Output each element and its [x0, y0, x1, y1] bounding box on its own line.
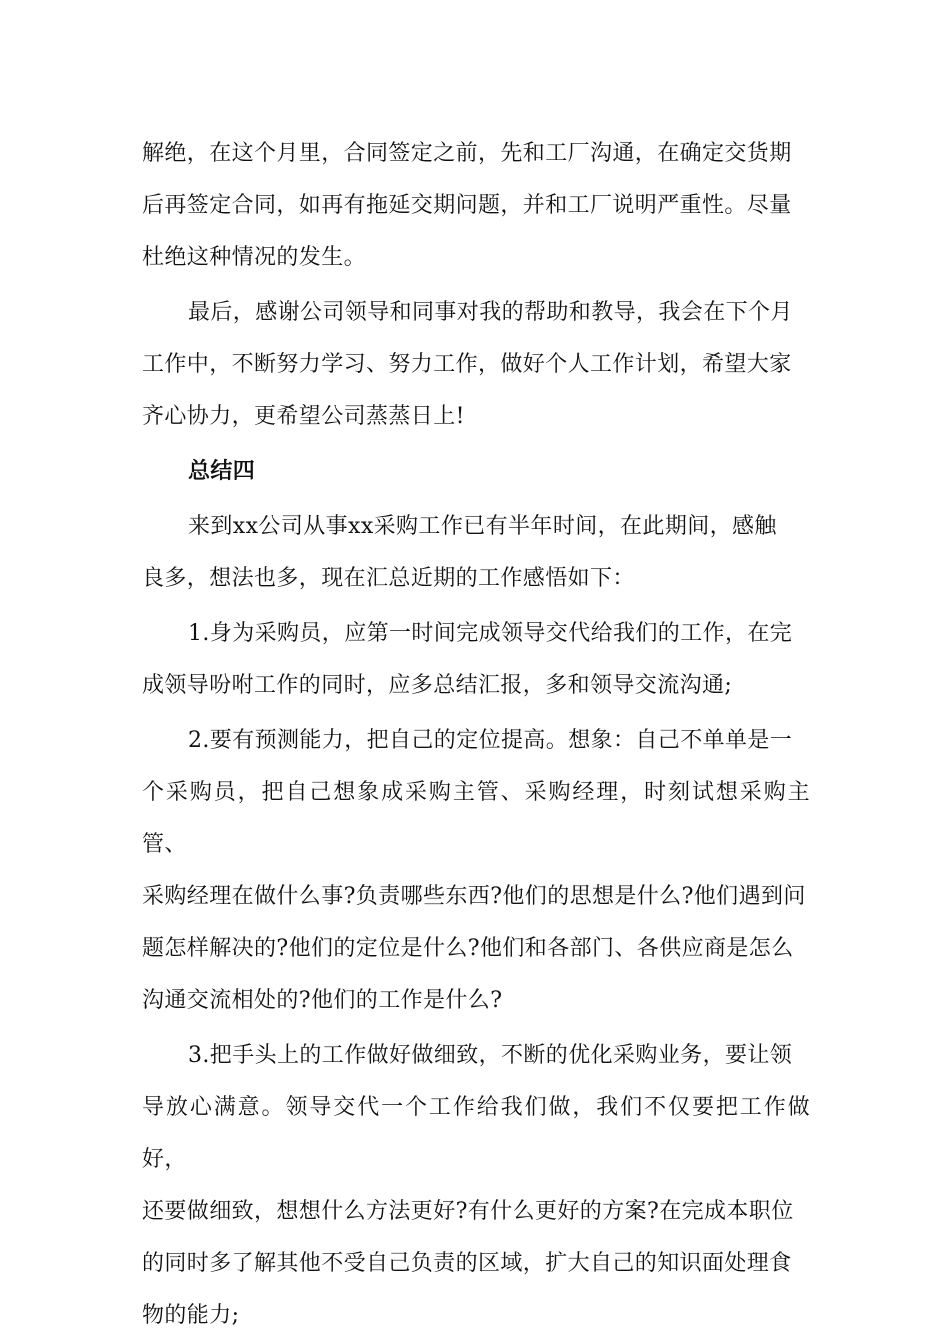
text-line: 3.把手头上的工作做好做细致，不断的优化采购业务，要让领 [188, 1043, 793, 1068]
heading-text: 总结四 [188, 459, 256, 484]
text-line: 齐心协力，更希望公司蒸蒸日上! [142, 404, 465, 429]
paragraph-continuation [142, 128, 810, 284]
text-line: 导放心满意。领导交代一个工作给我们做，我们不仅要把工作做好， [142, 1095, 810, 1172]
text-line: 2.要有预测能力，把自己的定位提高。想象：自己不单单是一 [188, 728, 793, 753]
text-line: 杜绝这种情况的发生。 [142, 245, 367, 270]
text-line: 成领导吩咐工作的同时，应多总结汇报，多和领导交流沟通; [142, 673, 733, 698]
text-line: 良多，想法也多，现在汇总近期的工作感悟如下： [142, 566, 635, 591]
text-line: 个采购员，把自己想象成采购主管、采购经理，时刻试想采购主管、 [142, 780, 810, 857]
document-body [142, 128, 810, 1342]
paragraph-point-3 [142, 1030, 810, 1342]
text-line: 来到xx公司从事xx采购工作已有半年时间，在此期间，感触 [188, 514, 777, 539]
text-line: 工作中，不断努力学习、努力工作，做好个人工作计划，希望大家 [142, 352, 792, 377]
text-line: 采购经理在做什么事?负责哪些东西?他们的思想是什么?他们遇到问 [142, 884, 806, 909]
text-line: 还要做细致，想想什么方法更好?有什么更好的方案?在完成本职位 [142, 1199, 794, 1224]
paragraph-point-1 [142, 608, 810, 712]
paragraph-point-2 [142, 715, 810, 1027]
text-line: 沟通交流相处的?他们的工作是什么? [142, 988, 503, 1013]
text-line: 解绝，在这个月里，合同签定之前，先和工厂沟通，在确定交货期 [142, 141, 792, 166]
paragraph-intro [142, 501, 810, 605]
section-heading [142, 446, 810, 498]
paragraph-thanks [142, 287, 810, 443]
text-line: 最后，感谢公司领导和同事对我的帮助和教导，我会在下个月 [188, 300, 793, 325]
text-line: 1.身为采购员，应第一时间完成领导交代给我们的工作，在完 [188, 621, 793, 646]
text-line: 后再签定合同，如再有拖延交期问题，并和工厂说明严重性。尽量 [142, 193, 792, 218]
text-line: 物的能力; [142, 1303, 240, 1328]
text-line: 的同时多了解其他不受自己负责的区域，扩大自己的知识面处理食 [142, 1251, 792, 1276]
text-line: 题怎样解决的?他们的定位是什么?他们和各部门、各供应商是怎么 [142, 936, 794, 961]
